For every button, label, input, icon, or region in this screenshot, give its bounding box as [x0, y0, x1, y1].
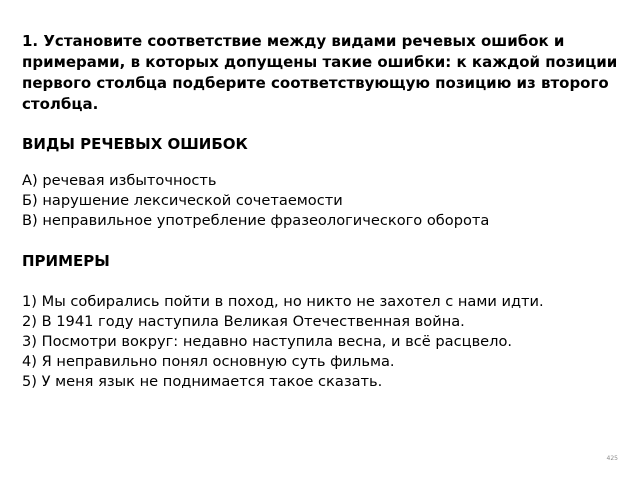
kinds-heading: ВИДЫ РЕЧЕВЫХ ОШИБОК — [22, 135, 248, 153]
kinds-list — [22, 171, 489, 231]
kind-item-a: А) речевая избыточность — [22, 172, 217, 189]
examples-heading: ПРИМЕРЫ — [22, 252, 110, 270]
example-item-1: 1) Мы собирались пойти в поход, но никто не захотел с нами идти. — [22, 293, 544, 310]
kind-item-b: Б) нарушение лексической сочетаемости — [22, 192, 343, 209]
example-item-2: 2) В 1941 году наступила Великая Отечественная война. — [22, 313, 465, 330]
task-instruction: 1. Установите соответствие между видами речевых ошибок и примерами, в которых допущены такие ошибки: к каждой позиции первого столбца подберите соответствующую позицию из второго столбца. — [22, 32, 618, 113]
kind-item-v: В) неправильное употребление фразеологического оборота — [22, 212, 490, 229]
example-item-5: 5) У меня язык не поднимается такое сказать. — [22, 373, 383, 390]
example-item-3: 3) Посмотри вокруг: недавно наступила весна, и всё расцвело. — [22, 333, 513, 350]
example-item-4: 4) Я неправильно понял основную суть фильма. — [22, 353, 395, 370]
slide-number: 425 — [606, 455, 618, 462]
examples-list — [22, 292, 544, 392]
